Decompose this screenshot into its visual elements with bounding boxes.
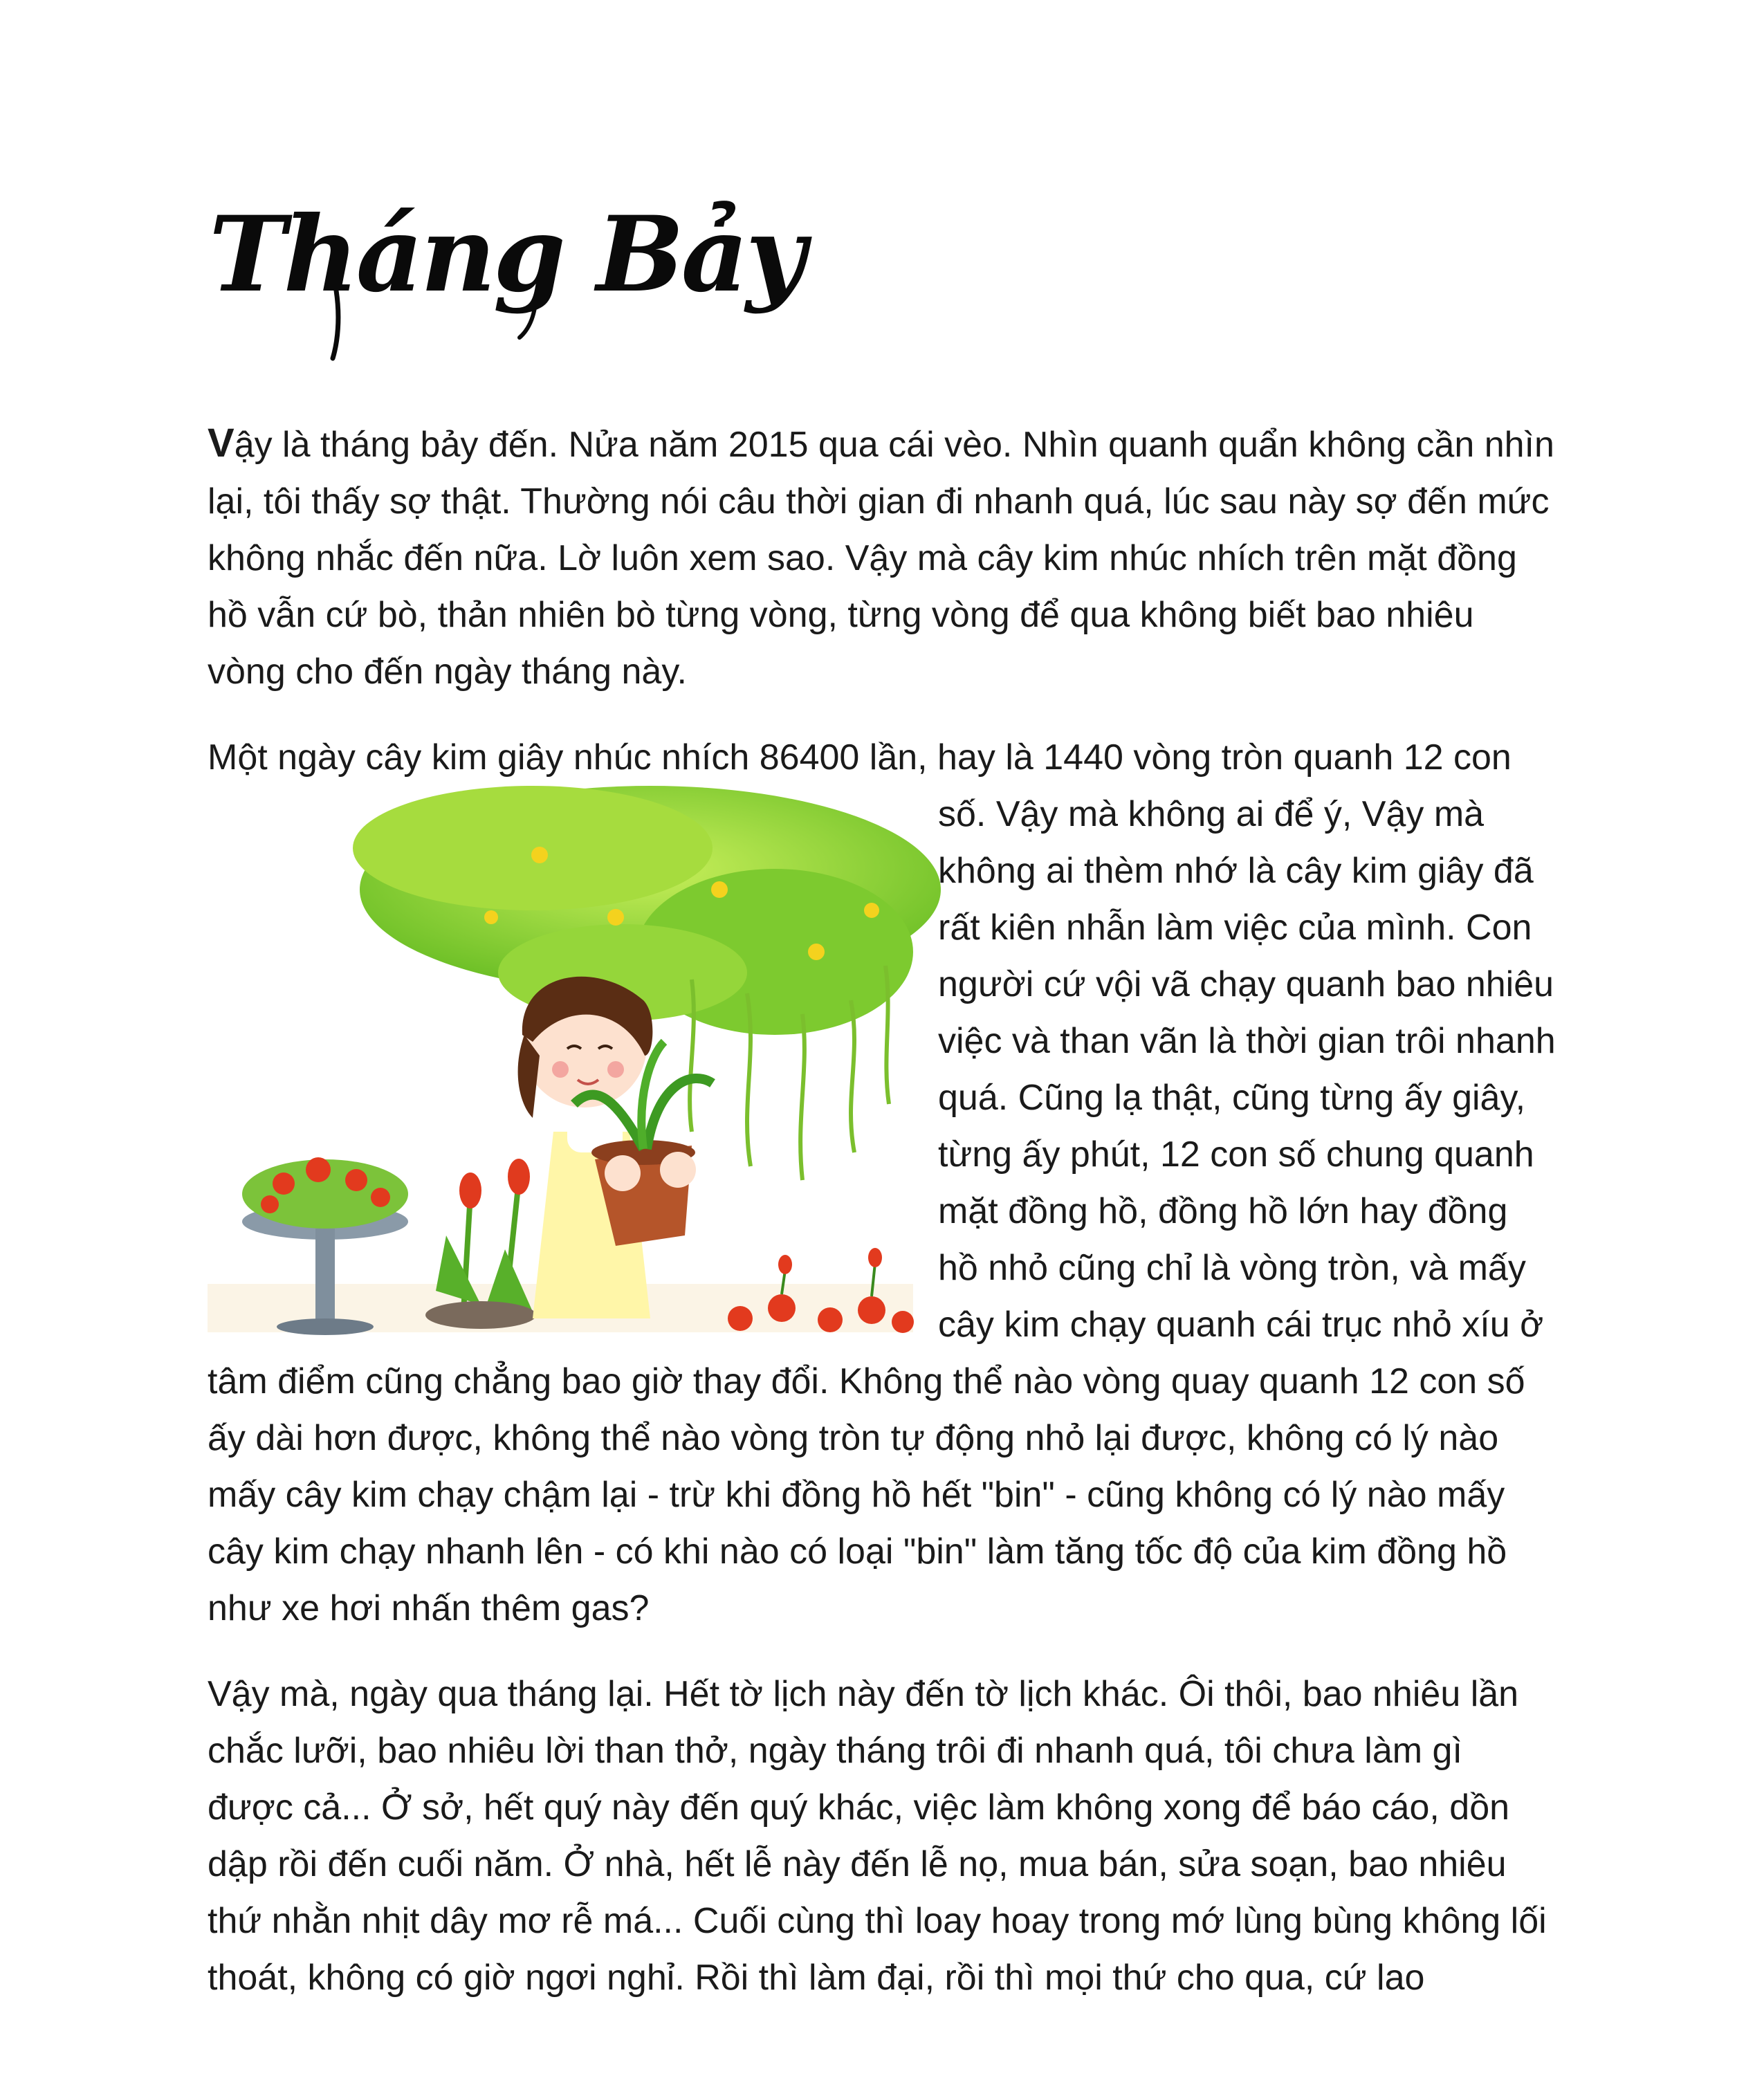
calligraphy-title-icon [205, 187, 804, 367]
paragraph-2 [208, 729, 1556, 1637]
girl-with-potted-plant-icon [208, 807, 913, 1332]
paragraph-3-text: Vậy mà, ngày qua tháng lại. Hết tờ lịch này đến tờ lịch khác. Ôi thôi, bao nhiêu lần chắc lưỡi, bao nhiêu lời than thở, ngày tháng trôi đi nhanh quá, tôi chưa làm gì được cả... Ở sở, hết quý này đến quý khác, việc làm không xong để báo cáo, dồn dập rồi đến cuối năm. Ở nhà, hết lễ này đến lễ nọ, mua bán, sửa soạn, bao nhiêu thứ nhằn nhịt dây mơ rễ má... Cuối cùng thì loay hoay trong mớ lùng bùng không lối thoát, không có giờ ngơi nghỉ. Rồi thì làm đại, rồi thì mọi thứ cho qua, cứ lao [208, 1674, 1547, 1998]
paragraph-3 [208, 1666, 1556, 2006]
article-body [208, 415, 1556, 2035]
paragraph-1-text: ậy là tháng bảy đến. Nửa năm 2015 qua cái vèo. Nhìn quanh quẩn không cần nhìn lại, tôi thấy sợ thật. Thường nói câu thời gian đi nhanh quá, lúc sau này sợ đến mức không nhắc đến nữa. Lờ luôn xem sao. Vậy mà cây kim nhúc nhích trên mặt đồng hồ vẫn cứ bò, thản nhiên bò từng vòng, từng vòng để qua không biết bao nhiêu vòng cho đến ngày tháng này. [208, 425, 1554, 692]
title-text: Tháng Bảy [209, 194, 804, 315]
paragraph-2-lead: Một ngày cây kim giây nhúc nhích 86400 lần, hay là 1440 vòng tròn quanh 12 con [208, 737, 1512, 778]
drop-cap: V [208, 421, 235, 466]
paragraph-1 [208, 415, 1556, 700]
illustration [208, 807, 913, 1332]
document-title [205, 187, 804, 367]
paragraph-2-text: số. Vậy mà không ai để ý, Vậy mà không ai thèm nhớ là cây kim giây đã rất kiên nhẫn làm việc của mình. Con người cứ vội vã chạy quanh bao nhiêu việc và than vãn là thời gian trôi nhanh quá. Cũng lạ thật, cũng từng ấy giây, từng ấy phút, 12 con số chung quanh mặt đồng hồ, đồng hồ lớn hay đồng hồ nhỏ cũng chỉ là vòng tròn, và mấy cây kim chạy quanh cái trục nhỏ xíu ở tâm điểm cũng chẳng bao giờ thay đổi. Không thể nào vòng quay quanh 12 con số ấy dài hơn được, không thể nào vòng tròn tự động nhỏ lại được, không có lý nào mấy cây kim chạy chậm lại - trừ khi đồng hồ hết "bin" - cũng không có lý nào mấy cây kim chạy nhanh lên - có khi nào có loại "bin" làm tăng tốc độ của kim đồng hồ như xe hơi nhấn thêm gas? [208, 794, 1556, 1628]
